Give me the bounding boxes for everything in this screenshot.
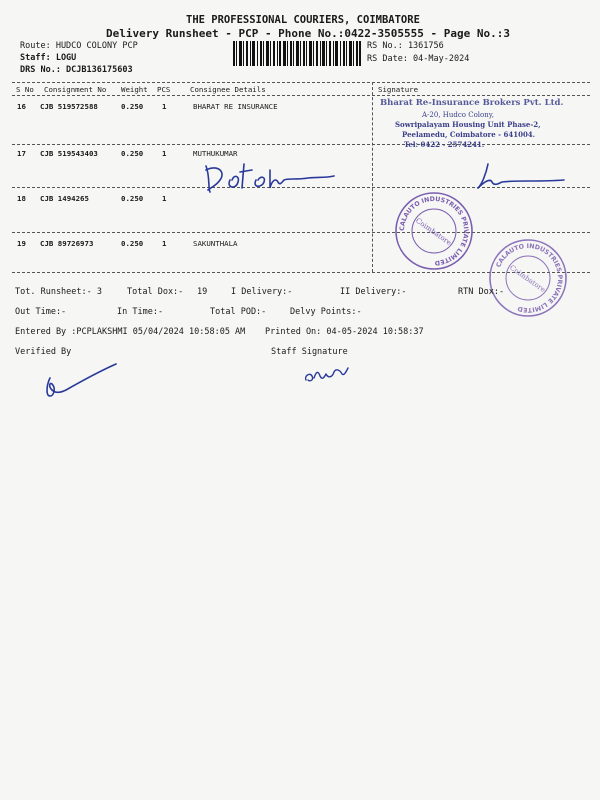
ii-delivery: II Delivery:- — [340, 287, 407, 297]
staff-label: Staff: LOGU — [20, 53, 77, 63]
row-divider-1 — [12, 144, 590, 145]
table-row-consignee: SAKUNTHALA — [193, 239, 238, 248]
table-row-sno: 19 — [17, 239, 26, 248]
total-dox-value: 19 — [197, 287, 208, 297]
rs-date: RS Date: 04-May-2024 — [367, 54, 470, 64]
out-time: Out Time:- — [15, 307, 67, 317]
route-label: Route: HUDCO COLONY PCP — [20, 41, 138, 51]
verifier-signature — [40, 360, 120, 404]
table-row-pcs: 1 — [162, 194, 167, 203]
seal-ring-text: CALAUTO INDUSTRIES PRIVATE LIMITED — [495, 242, 564, 314]
drs-label: DRS No.: DCJB136175603 — [20, 65, 133, 75]
tot-runsheet: Tot. Runsheet:- 3 — [15, 287, 102, 297]
staff-signature — [302, 362, 352, 386]
company-title: THE PROFESSIONAL COURIERS, COIMBATORE — [186, 14, 420, 26]
stamp-line: A-20, Hudco Colony, — [422, 111, 495, 119]
company-seal-2 — [488, 238, 568, 318]
col-weight: Weight — [121, 85, 148, 94]
col-consignee: Consignee Details — [190, 85, 266, 94]
total-dox-label: Total Dox:- — [127, 287, 184, 297]
col-sno: S No — [16, 85, 34, 94]
table-row-consignment: CJB 519543403 — [40, 149, 98, 158]
table-row-pcs: 1 — [162, 102, 167, 111]
barcode — [233, 41, 361, 66]
table-header-rule — [12, 95, 590, 96]
signature-column-divider — [372, 82, 373, 272]
table-row-sno: 18 — [17, 194, 26, 203]
table-row-consignee: MUTHUKUMAR — [193, 149, 238, 158]
col-signature: Signature — [378, 85, 419, 94]
verified-by: Verified By — [15, 347, 72, 357]
table-row-weight: 0.250 — [121, 239, 144, 248]
seal-center-text: Coimbatore — [414, 216, 453, 248]
table-row-sno: 16 — [17, 102, 26, 111]
seal-center-text: Coimbatore — [508, 263, 547, 295]
stamp-line: Bharat Re-Insurance Brokers Pvt. Ltd. — [380, 98, 564, 108]
signature-muthukumar — [200, 158, 340, 198]
table-row-weight: 0.250 — [121, 102, 144, 111]
table-row-pcs: 1 — [162, 239, 167, 248]
entered-by: Entered By :PCPLAKSHMI 05/04/2024 10:58:05 AM — [15, 327, 246, 337]
stamp-line: Tel: 0422 - 2574241. — [404, 140, 485, 149]
table-row-consignment: CJB 519572588 — [40, 102, 98, 111]
col-pcs: PCS — [157, 85, 171, 94]
i-delivery: I Delivery:- — [231, 287, 293, 297]
company-seal-1 — [394, 191, 474, 271]
signature-row17 — [468, 160, 568, 192]
row-divider-3 — [12, 232, 590, 233]
rtn-dox: RTN Dox:- — [458, 287, 505, 297]
table-row-sno: 17 — [17, 149, 26, 158]
total-pod: Total POD:- — [210, 307, 267, 317]
printed-on: Printed On: 04-05-2024 10:58:37 — [265, 327, 424, 337]
table-top-rule — [12, 82, 590, 83]
stamp-line: Sowripalayam Housing Unit Phase-2, — [395, 120, 541, 129]
in-time: In Time:- — [117, 307, 164, 317]
rs-number: RS No.: 1361756 — [367, 41, 444, 51]
table-row-consignment: CJB 1494265 — [40, 194, 89, 203]
seal-ring-text: CALAUTO INDUSTRIES PRIVATE LIMITED — [398, 195, 470, 267]
table-row-pcs: 1 — [162, 149, 167, 158]
runsheet-subtitle: Delivery Runsheet - PCP - Phone No.:0422-3505555 - Page No.:3 — [106, 27, 510, 40]
table-row-weight: 0.250 — [121, 194, 144, 203]
table-row-consignee: BHARAT RE INSURANCE — [193, 102, 278, 111]
delvy-points: Delvy Points:- — [290, 307, 362, 317]
stamp-line: Peelamedu, Coimbatore - 641004. — [402, 130, 536, 139]
staff-signature-label: Staff Signature — [271, 347, 348, 357]
table-row-consignment: CJB 89726973 — [40, 239, 94, 248]
table-row-weight: 0.250 — [121, 149, 144, 158]
col-consignment: Consignment No — [44, 85, 107, 94]
